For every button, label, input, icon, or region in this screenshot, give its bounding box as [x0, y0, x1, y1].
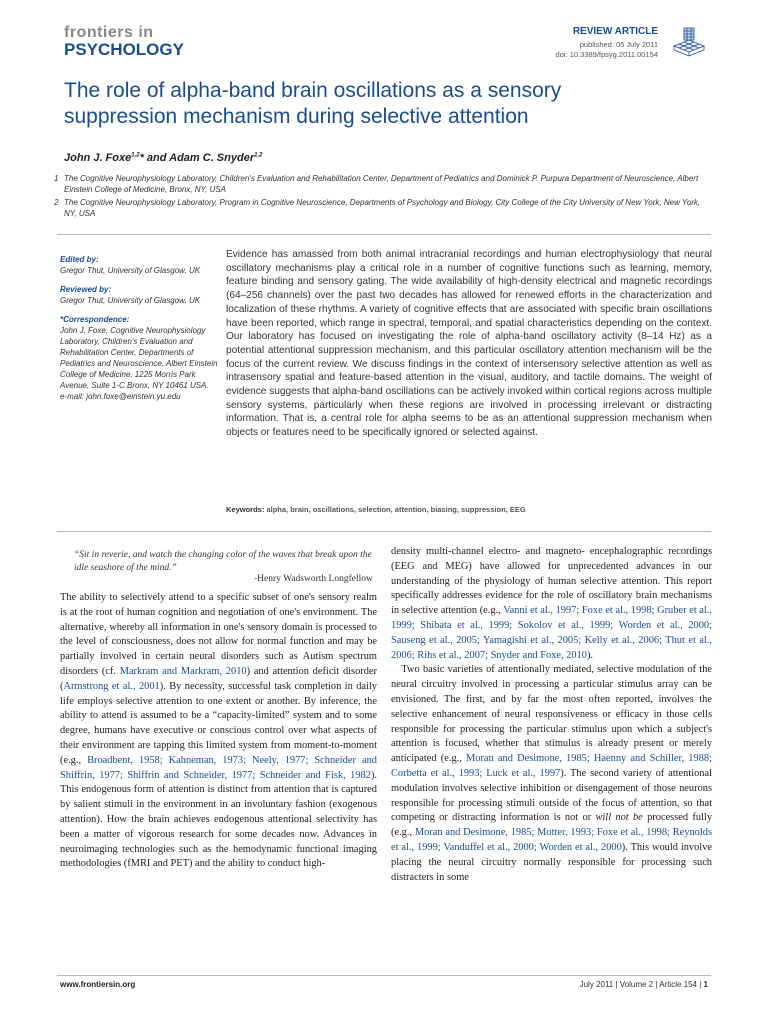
- doi: doi: 10.3389/fpsyg.2011.00154: [555, 50, 658, 59]
- abstract-divider: [57, 531, 711, 532]
- correspondence-label: *Correspondence:: [60, 315, 130, 324]
- affiliation-number: 1: [54, 174, 59, 183]
- publication-info: [556, 40, 658, 60]
- body-text: ). This endogenous form of attention is distinct from attention that is captured by salient stimuli in the environment in an involuntary fashion (exogenous attention). How the brain achieves endogenous attentional selectivity has been a matter of vigorous research for some decades now. Advances in neuroimaging technologies such as the hemodynamic functional imaging methodologies (fMRI and PET) and the ability to conduct high-: [60, 769, 377, 870]
- affiliation-number: 2: [54, 198, 59, 207]
- body-text: processed fully (e.g.,: [391, 812, 713, 839]
- body-text: will not be: [595, 812, 643, 824]
- affiliation-1: [54, 173, 714, 195]
- body-text: Two basic varieties of attentionally mediated, selective modulation of the neural circuitry involved in processing a particular stimulus array can be envisioned. The first, and by far the most often reported, involves the selective enhancement of neural responsiveness or efficacy in those cells responsible for processing the particular stimulus upon which a subject's attention is focused, whether that stimulus is already present or merely anticipated (e.g.,: [391, 664, 712, 765]
- citation[interactable]: Moran and Desimone, 1985; Motter, 1993; Foxe et al., 1998; Reynolds et al., 1999; Vanduffel et al., 2000; Worden et al., 2000: [391, 827, 712, 853]
- affiliation-text: The Cognitive Neurophysiology Laboratory, Children's Evaluation and Rehabilitation Center, Department of Pediatrics and Dominick P. Purpura Department of Neuroscience, Albert Einstein College of Medicine, Bronx, NY, USA: [64, 174, 699, 194]
- issue-info: [580, 980, 708, 989]
- keywords: [226, 505, 712, 514]
- reviewed-by-label: Reviewed by:: [60, 285, 112, 294]
- body-column-right: [391, 545, 712, 885]
- journal-logo-top: frontiers in: [64, 24, 154, 41]
- body-text: ). The second variety of attentional modulation involves selective inhibition or disengagement of those neurons responsible for processing stimuli outside of the focus of attention, so that competing or distracting information is not or: [391, 767, 712, 824]
- footer-divider: [57, 975, 711, 976]
- author-list: John J. Foxe$^{1,2}$* and Adam C. Snyder$^{1,2}$: [64, 152, 263, 164]
- epigraph-quote: “Sit in reverie, and watch the changing color of the waves that break upon the idle seashore of the mind.”: [74, 550, 372, 573]
- correspondence-value: John J. Foxe, Cognitive Neurophysiology Laboratory, Children's Evaluation and Rehabilitation Center, Departments of Pediatrics and Neuroscience, Albert Einstein College of Medicine, 1225 Morris Park Avenue, Suite 1-C Bronx, NY 10461 USA.: [60, 326, 218, 390]
- issue-text: July 2011 | Volume 2 | Article 154 |: [579, 980, 702, 989]
- edited-by-value: Gregor Thut, University of Glasgow, UK: [60, 266, 201, 275]
- citation[interactable]: Moran and Desimone, 1985; Haenny and Schiller, 1988; Corbetta et al., 1993; Luck et al., 1997: [391, 753, 712, 779]
- journal-logo-bottom: PSYCHOLOGY: [64, 40, 184, 59]
- citation[interactable]: Markram and Markram, 2010: [119, 665, 247, 677]
- citation[interactable]: Vanni et al., 1997; Foxe et al., 1998; Gruber et al., 1999; Shibata et al., 1999; Sokolov et al., 1999; Worden et al., 2000; Sauseng et al., 2005; Yamagishi et al., 2005; Kelly et al., 2006; Thut et al., 2006; Rihs et al., 2007; Snyder and Foxe, 2010: [391, 605, 712, 661]
- page-number: 1: [703, 980, 708, 989]
- body-column-left: [60, 591, 377, 872]
- editorial-sidebar: [60, 250, 220, 402]
- body-text: ) and attention deficit disorder (: [60, 665, 377, 692]
- abstract: Evidence has amassed from both animal intracranial recordings and human electrophysiology that neural oscillatory mechanisms play a critical role in a number of cognitive functions such as learning, memory, feature binding and sensory gating. The wide availability of high-density electrical and magnetic recordings (64–256 channels) over the past two decades has allowed for renewed efforts in the characterization and localization of these rhythms. A variety of cognitive effects that are associated with specific brain oscillations have been reported, which range in spectral, temporal, and spatial characteristics depending on the context. Our laboratory has focused on investigating the role of alpha-band oscillatory activity (8–14 Hz) as a potential attentional suppression mechanism, and this particular oscillatory attention mechanism will be the focus of the current review. We discuss findings in the context of intersensory selective attention as well as intrasensory spatial and feature-based attention in the visual, auditory, and tactile domains. The weight of evidence suggests that alpha-band oscillations can be actively invoked within cortical regions across multiple sensory systems, particularly when these regions are involved in processing irrelevant or distracting information. That is, a central role for alpha seems to be as an attentional suppression mechanism when objects or features need to be specifically ignored or selected against.: [226, 249, 712, 439]
- header-divider: [57, 234, 711, 235]
- affiliation-2: [54, 197, 714, 219]
- journal-website[interactable]: www.frontiersin.org: [60, 980, 136, 989]
- published-date: published: 05 July 2011: [579, 40, 658, 49]
- body-text: ). This would involve placing the neural circuitry normally responsible for processing such distracters in some: [391, 841, 712, 883]
- edited-by-label: Edited by:: [60, 255, 99, 264]
- open-access-grid-icon: [672, 22, 706, 58]
- reviewed-by-value: Gregor Thut, University of Glasgow, UK: [60, 296, 201, 305]
- body-text: ). By necessity, successful task completion in daily life employs selective attention to one extent or another. By inference, the ability to attend is assumed to be a “capacity-limited” system and to some degree, humans have executive or conscious control over what aspects of their environment are tapping this limited system from moment-to-moment (e.g.,: [60, 680, 377, 766]
- citation[interactable]: Armstrong et al., 2001: [63, 680, 160, 692]
- correspondence-email[interactable]: e-mail: john.foxe@einstein.yu.edu: [60, 392, 181, 401]
- affiliation-text: The Cognitive Neurophysiology Laboratory, Program in Cognitive Neuroscience, Departments of Psychology and Biology, City College of the City University of New York, New York, NY, USA: [64, 198, 701, 218]
- body-text: density multi-channel electro- and magneto- encephalographic recordings (EEG and MEG) have allowed for unprecedented advances in our understanding of the physiology of human selective attention. This report specifically addresses evidence for the role of oscillatory brain mechanisms in selective attention (e.g.,: [391, 546, 712, 617]
- body-text: The ability to selectively attend to a specific subset of one's sensory realm is at the root of human cognition and negotiation of one's environment. The alternative, whereby all information in one's sensory domain is processed to the level of consciousness, does not allow for normal function and may be partially involved in certain neural disorders such as Autism spectrum disorders (cf.: [60, 592, 377, 677]
- epigraph-attribution: -Henry Wadsworth Longfellow: [254, 574, 373, 584]
- keywords-list: alpha, brain, oscillations, selection, attention, biasing, suppression, EEG: [266, 505, 526, 514]
- body-text: ).: [586, 649, 594, 661]
- keywords-label: Keywords:: [226, 505, 265, 514]
- article-type: REVIEW ARTICLE: [572, 26, 658, 37]
- citation[interactable]: Broadbent, 1958; Kahneman, 1973; Neely, 1977; Schneider and Shiffrin, 1977; Shiffrin and Schneider, 1977; Schneider and Fisk, 1982: [60, 754, 377, 781]
- article-title: The role of alpha-band brain oscillations as a sensory suppression mechanism during selective attention: [64, 79, 562, 128]
